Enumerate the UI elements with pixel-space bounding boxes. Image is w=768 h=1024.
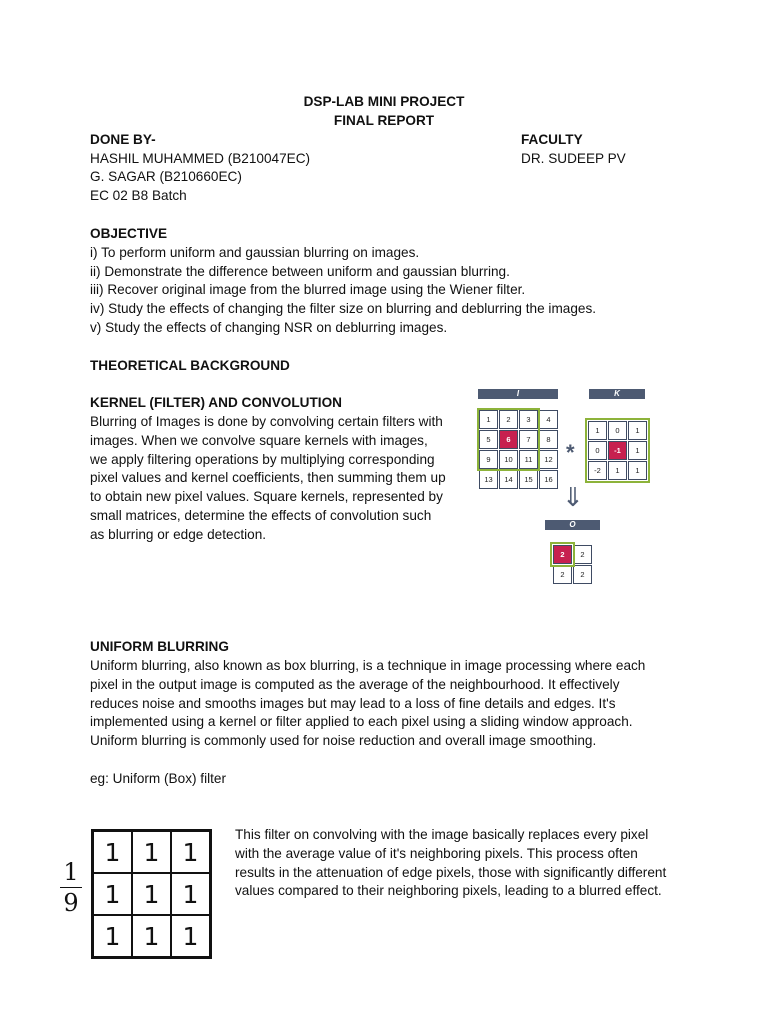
- report-subtitle: FINAL REPORT: [333, 113, 435, 128]
- paragraph-line: Uniform blurring, also known as box blurring, is a technique in image processing where each: [90, 658, 646, 673]
- matrix-cell: -1: [608, 441, 627, 460]
- report-title: DSP-LAB MINI PROJECT: [303, 94, 465, 109]
- matrix-cell: 15: [519, 470, 538, 489]
- matrix-cell: 2: [499, 410, 518, 429]
- matrix-cell: 3: [519, 410, 538, 429]
- matrix-cell: 6: [499, 430, 518, 449]
- faculty-label: FACULTY: [521, 132, 583, 147]
- input-matrix-label: I: [478, 389, 558, 399]
- paragraph-line: This filter on convolving with the image basically replaces every pixel: [235, 827, 649, 842]
- objective-item: ii) Demonstrate the difference between uniform and gaussian blurring.: [90, 264, 510, 279]
- paragraph-line: reduces noise and smooths images but may lead to a loss of fine details and edges. It's: [90, 695, 616, 711]
- paragraph-line: results in the attenuation of edge pixels, those with significantly different: [235, 864, 667, 880]
- matrix-cell: 10: [499, 450, 518, 469]
- matrix-cell: 11: [519, 450, 538, 469]
- matrix-cell: 1: [628, 441, 647, 460]
- kernel-matrix: [588, 421, 647, 480]
- matrix-cell: 12: [539, 450, 558, 469]
- convolution-operator: *: [566, 440, 575, 465]
- paragraph-line: we apply filtering operations by multiplying corresponding: [90, 451, 435, 467]
- output-matrix-label: O: [545, 520, 600, 530]
- theory-heading: THEORETICAL BACKGROUND: [90, 358, 290, 373]
- paragraph-line: pixel values and kernel coefficients, then summing them up: [90, 470, 446, 486]
- fraction-bar: [60, 887, 82, 888]
- paragraph-line: Uniform blurring is commonly used for noise reduction and overall image smoothing.: [90, 733, 597, 749]
- matrix-cell: 1: [479, 410, 498, 429]
- matrix-cell: 14: [499, 470, 518, 489]
- filter-cell: 1: [132, 831, 171, 873]
- example-label: eg: Uniform (Box) filter: [90, 771, 226, 786]
- uniform-heading: UNIFORM BLURRING: [90, 639, 229, 654]
- filter-cell: 1: [93, 831, 132, 873]
- author-line: G. SAGAR (B210660EC): [90, 169, 242, 184]
- filter-cell: 1: [171, 915, 210, 957]
- fraction-numerator: 1: [63, 858, 79, 886]
- matrix-cell: 2: [553, 565, 572, 584]
- matrix-cell: 8: [539, 430, 558, 449]
- batch-line: EC 02 B8 Batch: [90, 188, 187, 203]
- matrix-cell: -2: [588, 461, 607, 480]
- down-arrow-icon: ⇓: [562, 482, 584, 512]
- objective-item: v) Study the effects of changing NSR on deblurring images.: [90, 320, 448, 335]
- objective-item: iii) Recover original image from the blurred image using the Wiener filter.: [90, 282, 526, 297]
- paragraph-line: small matrices, determine the effects of convolution such: [90, 507, 432, 523]
- paragraph-line: values compared to their neighboring pixels, leading to a blurred effect.: [235, 883, 662, 899]
- matrix-cell: 13: [479, 470, 498, 489]
- matrix-cell: 0: [588, 441, 607, 460]
- matrix-cell: 1: [628, 421, 647, 440]
- box-filter-matrix: [91, 829, 212, 959]
- paragraph-line: images. When we convolve square kernels with images,: [90, 432, 428, 448]
- matrix-cell: 16: [539, 470, 558, 489]
- filter-cell: 1: [132, 915, 171, 957]
- fraction-one-ninth: [60, 858, 82, 917]
- uniform-paragraph: [90, 657, 660, 751]
- objective-item: i) To perform uniform and gaussian blurring on images.: [90, 245, 420, 260]
- kernel-matrix-label: K: [589, 389, 645, 399]
- paragraph-line: implemented using a kernel or filter applied to each pixel using a sliding window approach.: [90, 714, 633, 730]
- filter-cell: 1: [132, 873, 171, 915]
- matrix-cell: 2: [573, 565, 592, 584]
- filter-cell: 1: [171, 873, 210, 915]
- matrix-cell: 9: [479, 450, 498, 469]
- done-by-label: DONE BY-: [90, 132, 156, 147]
- filter-cell: 1: [93, 915, 132, 957]
- paragraph-line: with the average value of it's neighboring pixels. This process often: [235, 845, 638, 861]
- matrix-cell: 1: [588, 421, 607, 440]
- matrix-cell: 0: [608, 421, 627, 440]
- objective-item: iv) Study the effects of changing the filter size on blurring and deblurring the images.: [90, 301, 597, 316]
- paragraph-line: pixel in the output image is computed as the average of the neighbourhood. It effectively: [90, 676, 620, 692]
- output-matrix: [553, 545, 592, 584]
- matrix-cell: 2: [553, 545, 572, 564]
- filter-cell: 1: [171, 831, 210, 873]
- paragraph-line: to obtain new pixel values. Square kernels, represented by: [90, 489, 443, 505]
- matrix-cell: 7: [519, 430, 538, 449]
- fraction-denominator: 9: [63, 889, 79, 918]
- kernel-subheading: KERNEL (FILTER) AND CONVOLUTION: [90, 395, 342, 410]
- box-filter-description: [235, 826, 705, 901]
- matrix-cell: 4: [539, 410, 558, 429]
- input-matrix: [479, 410, 558, 489]
- matrix-cell: 1: [608, 461, 627, 480]
- matrix-cell: 1: [628, 461, 647, 480]
- faculty-name: DR. SUDEEP PV: [521, 151, 626, 166]
- author-line: HASHIL MUHAMMED (B210047EC): [90, 151, 311, 166]
- filter-cell: 1: [93, 873, 132, 915]
- objective-heading: OBJECTIVE: [90, 226, 168, 241]
- paragraph-line: Blurring of Images is done by convolving certain filters with: [90, 414, 443, 429]
- paragraph-line: as blurring or edge detection.: [90, 526, 267, 542]
- matrix-cell: 5: [479, 430, 498, 449]
- matrix-cell: 2: [573, 545, 592, 564]
